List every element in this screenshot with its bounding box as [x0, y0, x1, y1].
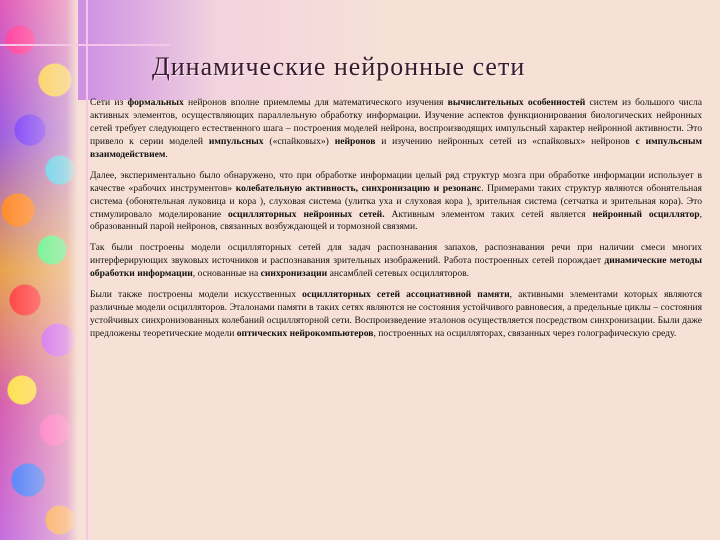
- bold-term: нейронов: [334, 135, 376, 147]
- text-run: ансамблей сетевых осцилляторов.: [327, 268, 470, 280]
- bold-term: осцилляторных нейронных сетей.: [228, 208, 385, 220]
- text-run: Активным элементом таких сетей является: [384, 208, 593, 220]
- text-run: Далее, экспериментально было обнаружено, что при обработке информации целый ряд структур мозга при обработке информации использует в качестве «рабочих инструментов»: [90, 169, 702, 194]
- text-run: , основанные на: [192, 268, 261, 280]
- text-run: , построенных на осцилляторах, связанных через голографическую среду.: [373, 328, 677, 339]
- bold-term: формальных: [127, 97, 184, 108]
- decorative-vertical-line: [86, 0, 88, 540]
- text-run: Сети из: [90, 97, 128, 108]
- bold-term: с импульсным взаимодействием: [90, 135, 702, 160]
- text-run: систем из большого числа активных элементов, осуществляющих параллельную обработку информации. Изучение аспектов функционирования биологических нейронных сетей требует следующего естественного шага – построения моделей нейрона, воспроизводящих импульсный характер нейронной активности. Это привело к серии моделей: [90, 97, 702, 147]
- paragraph-4: [90, 289, 702, 341]
- decorative-horizontal-line: [0, 44, 170, 46]
- text-run: , активными элементами которых являются различные модели осцилляторов. Эталонами памяти в таких сетях являются не состояния устойчивого равновесия, а предельные циклы – состояния устойчивых синхронизованных колебаний осцилляторной сети. Воспроизведение эталонов осуществляется посредством синхронизации. Были даже предложены теоретические модели: [90, 289, 703, 339]
- text-run: .: [165, 148, 168, 160]
- text-run: и изучению нейронных сетей из «спайковых» нейронов: [375, 135, 636, 147]
- bold-term: колебательную активность, синхронизацию и резонанс: [235, 182, 482, 194]
- decorative-top-band: [0, 0, 720, 100]
- paragraph-2: [90, 170, 702, 235]
- bold-term: оптических нейрокомпьютеров: [236, 328, 374, 339]
- text-run: Так были построены модели осцилляторных сетей для задач распознавания запахов, распознавания речи при наличии смеси многих интерферирующих звуковых источников и распознавания зрительных изображений. Работа построенных сетей порождает: [90, 242, 702, 267]
- bold-term: синхронизации: [260, 268, 328, 280]
- text-run: Были также построены модели искусственных: [90, 289, 303, 301]
- bold-term: вычислительных особенностей: [447, 97, 586, 108]
- decorative-floral-band: [0, 0, 78, 540]
- bold-term: динамические методы обработки информации: [90, 255, 702, 280]
- bold-term: осцилляторных сетей ассоциативной памяти: [302, 289, 510, 301]
- text-run: («спайковых»): [263, 135, 335, 147]
- paragraph-3: [90, 242, 702, 281]
- text-run: , образованный парой нейронов, связанных возбуждающей и тормозной связями.: [90, 208, 703, 233]
- bold-term: импульсных: [208, 135, 264, 147]
- slide-title: Динамические нейронные сети: [152, 52, 526, 81]
- text-run: . Примерами таких структур являются обонятельная система (обонятельная луковица и кора ), слуховая система (улитка уха и слуховая кора ), зрительная система (сетчатка и зрительная кора). Это стимулировало моделирование: [90, 182, 702, 220]
- bold-term: нейронный осциллятор: [592, 208, 700, 220]
- paragraph-1: [90, 97, 702, 162]
- text-run: нейронов вполне приемлемы для математического изучения: [183, 97, 448, 108]
- slide-body: [90, 97, 702, 349]
